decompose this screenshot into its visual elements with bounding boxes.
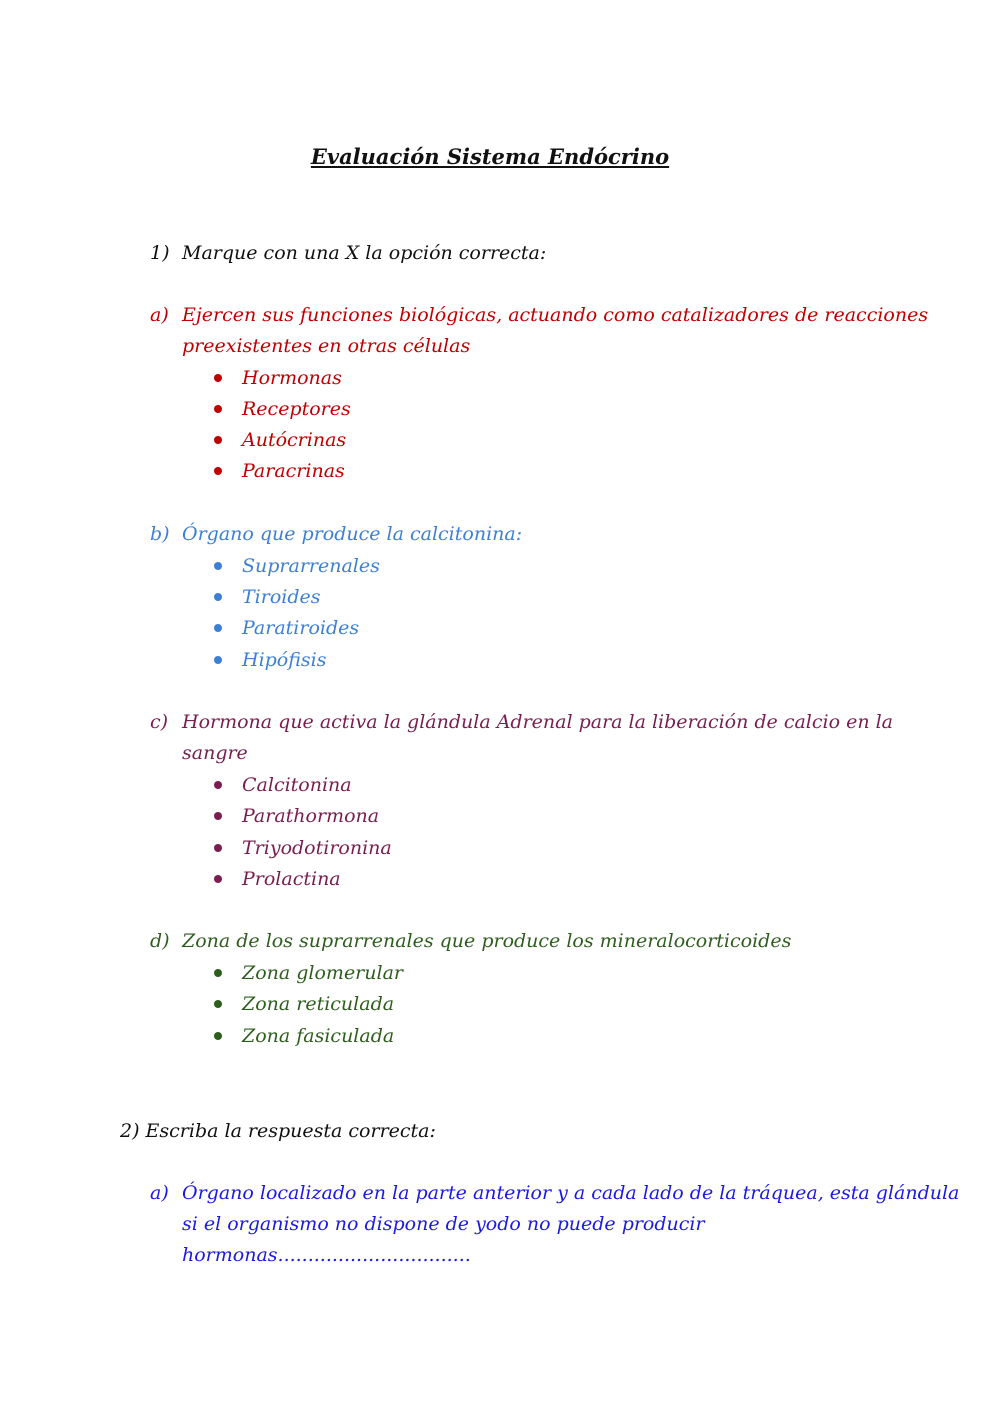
- q1d-option-bullet: [214, 1032, 222, 1040]
- q2a-marker: a): [150, 1182, 169, 1204]
- q1b-marker: b): [150, 523, 170, 545]
- q1c-text-line-2: sangre: [182, 742, 248, 764]
- q1b-option-bullet: [214, 624, 222, 632]
- q1d-option-zona-glomerular[interactable]: Zona glomerular: [242, 962, 403, 984]
- q1d-text-line-1: Zona de los suprarrenales que produce los mineralocorticoides: [182, 930, 792, 952]
- q1a-option-autocrinas[interactable]: Autócrinas: [242, 429, 347, 451]
- q1c-text-line-1: Hormona que activa la glándula Adrenal para la liberación de calcio en la: [182, 711, 893, 733]
- q1a-option-receptores[interactable]: Receptores: [242, 398, 351, 420]
- q1d-option-bullet: [214, 969, 222, 977]
- q1c-option-parathormona[interactable]: Parathormona: [242, 805, 380, 827]
- q1b-option-paratiroides[interactable]: Paratiroides: [242, 617, 360, 639]
- q1a-option-bullet: [214, 436, 222, 444]
- q1c-option-bullet: [214, 781, 222, 789]
- q1a-text-line-1: Ejercen sus funciones biológicas, actuando como catalizadores de reacciones: [182, 304, 929, 326]
- q1c-option-bullet: [214, 812, 222, 820]
- page-title: Evaluación Sistema Endócrino: [310, 144, 670, 169]
- q1b-option-bullet: [214, 562, 222, 570]
- q1a-option-bullet: [214, 374, 222, 382]
- q1c-option-prolactina[interactable]: Prolactina: [242, 868, 341, 890]
- question-1-instruction: Marque con una X la opción correcta:: [182, 242, 547, 264]
- q1c-marker: c): [150, 711, 169, 733]
- q1a-option-bullet: [214, 467, 222, 475]
- q1b-option-suprarrenales[interactable]: Suprarrenales: [242, 555, 380, 577]
- q1b-option-tiroides[interactable]: Tiroides: [242, 586, 321, 608]
- q1c-option-bullet: [214, 844, 222, 852]
- question-2-instruction: 2) Escriba la respuesta correcta:: [120, 1120, 436, 1142]
- question-1-number: 1): [150, 242, 170, 264]
- q1c-option-calcitonina[interactable]: Calcitonina: [242, 774, 352, 796]
- q1a-option-bullet: [214, 405, 222, 413]
- q1d-marker: d): [150, 930, 170, 952]
- q1a-option-hormonas[interactable]: Hormonas: [242, 367, 342, 389]
- q1d-option-bullet: [214, 1000, 222, 1008]
- q1b-option-bullet: [214, 593, 222, 601]
- q2a-answer-blank[interactable]: hormonas................................: [182, 1244, 471, 1266]
- q2a-text-line-2: si el organismo no dispone de yodo no puede producir: [182, 1213, 705, 1235]
- q1c-option-triyodotironina[interactable]: Triyodotironina: [242, 837, 392, 859]
- q1d-option-zona-reticulada[interactable]: Zona reticulada: [242, 993, 395, 1015]
- q1a-marker: a): [150, 304, 169, 326]
- q2a-text-line-1: Órgano localizado en la parte anterior y a cada lado de la tráquea, esta glándula: [182, 1182, 960, 1204]
- q1c-option-bullet: [214, 875, 222, 883]
- q1a-text-line-2: preexistentes en otras células: [182, 335, 471, 357]
- q1b-option-bullet: [214, 656, 222, 664]
- q1b-option-hipofisis[interactable]: Hipófisis: [242, 649, 327, 671]
- q1d-option-zona-fasiculada[interactable]: Zona fasiculada: [242, 1025, 395, 1047]
- q1a-option-paracrinas[interactable]: Paracrinas: [242, 460, 345, 482]
- q1b-text-line-1: Órgano que produce la calcitonina:: [182, 523, 523, 545]
